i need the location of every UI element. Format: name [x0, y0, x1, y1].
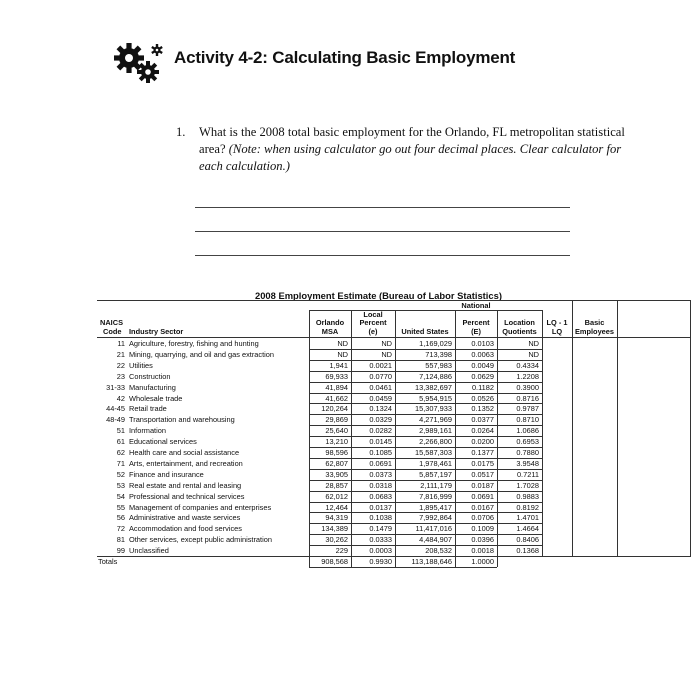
table-rule — [617, 300, 618, 556]
naics-code-cell: 11 — [117, 339, 125, 348]
national-percent-cell: 0.0691 — [471, 491, 494, 501]
orlando-msa-cell: 120,264 — [321, 404, 348, 414]
local-percent-cell: 0.1479 — [369, 524, 392, 534]
header-lq-minus-1: LQ - 1 — [546, 318, 568, 327]
employment-table — [97, 300, 691, 566]
totals-national-percent: 1.0000 — [471, 557, 494, 566]
naics-code-cell: 21 — [116, 349, 125, 359]
orlando-msa-cell: ND — [337, 339, 348, 348]
united-states-cell: 2,111,179 — [420, 480, 452, 490]
table-rule — [309, 310, 542, 311]
united-states-cell: 7,992,864 — [419, 513, 452, 523]
location-quotient-cell: 0.9787 — [516, 404, 539, 414]
table-rule — [309, 567, 497, 568]
industry-sector-cell: Accommodation and food services — [129, 524, 242, 534]
question-text-block — [199, 124, 644, 175]
local-percent-cell: 0.0145 — [369, 437, 392, 447]
united-states-cell: 7,816,999 — [419, 491, 452, 501]
orlando-msa-cell: 30,262 — [325, 535, 348, 545]
local-percent-cell: 0.0770 — [369, 371, 392, 381]
location-quotient-cell: 0.6953 — [516, 437, 539, 447]
naics-code-cell: 31-33 — [106, 382, 125, 392]
naics-code-cell: 61 — [116, 437, 125, 447]
national-percent-cell: 0.0706 — [471, 513, 494, 523]
united-states-cell: 15,307,933 — [415, 404, 452, 414]
united-states-cell: 4,484,907 — [419, 535, 452, 545]
united-states-cell: 13,382,697 — [415, 382, 452, 392]
page-title: Activity 4-2: Calculating Basic Employment — [174, 48, 516, 67]
location-quotient-cell: 1.0686 — [516, 426, 539, 436]
local-percent-cell: 0.0329 — [369, 415, 392, 425]
naics-code-cell: 52 — [116, 469, 125, 479]
orlando-msa-cell: 62,807 — [325, 458, 348, 468]
industry-sector-cell: Wholesale trade — [129, 393, 183, 403]
header-location: Location — [504, 318, 535, 327]
local-percent-cell: 0.1324 — [369, 404, 392, 414]
orlando-msa-cell: 12,464 — [325, 502, 348, 512]
orlando-msa-cell: 94,319 — [325, 513, 348, 523]
location-quotient-cell: ND — [528, 349, 539, 359]
header-local: Local — [363, 310, 383, 319]
header-quotients: Quotients — [502, 327, 537, 336]
naics-code-cell: 53 — [116, 480, 125, 490]
location-quotient-cell: 1.7028 — [516, 480, 539, 490]
industry-sector-cell: Educational services — [129, 437, 197, 447]
totals-msa: 908,568 — [321, 557, 348, 566]
united-states-cell: 713,398 — [425, 349, 452, 359]
national-percent-cell: 0.1009 — [471, 524, 494, 534]
industry-sector-cell: Professional and technical services — [129, 491, 245, 501]
location-quotient-cell: 3.9548 — [516, 458, 539, 468]
orlando-msa-cell: 229 — [335, 546, 348, 556]
local-percent-cell: 0.0373 — [369, 469, 392, 479]
totals-label: Totals — [98, 557, 118, 566]
orlando-msa-cell: 134,389 — [321, 524, 348, 534]
header-naics: NAICS — [100, 318, 123, 327]
header-code: Code — [103, 327, 122, 336]
local-percent-cell: 0.0683 — [369, 491, 392, 501]
location-quotient-cell: 1.4701 — [516, 513, 539, 523]
local-percent-cell: 0.0333 — [369, 535, 392, 545]
naics-code-cell: 42 — [116, 393, 125, 403]
united-states-cell: 557,983 — [425, 360, 452, 370]
naics-code-cell: 71 — [116, 458, 125, 468]
national-percent-cell: 0.0187 — [471, 480, 494, 490]
naics-code-cell: 22 — [116, 360, 125, 370]
national-percent-cell: 0.1352 — [471, 404, 494, 414]
national-percent-cell: 0.0049 — [471, 360, 494, 370]
table-rule — [97, 556, 691, 557]
header-local-percent: Percent — [359, 318, 387, 327]
answer-line[interactable] — [195, 207, 570, 208]
orlando-msa-cell: 25,640 — [325, 426, 348, 436]
united-states-cell: 2,266,800 — [419, 437, 452, 447]
local-percent-cell: 0.0459 — [369, 393, 392, 403]
naics-code-cell: 23 — [116, 371, 125, 381]
totals-united-states: 113,188,646 — [411, 557, 452, 566]
local-percent-cell: 0.0021 — [369, 360, 392, 370]
industry-sector-cell: Transportation and warehousing — [129, 415, 235, 425]
location-quotient-cell: ND — [528, 339, 539, 348]
location-quotient-cell: 0.8716 — [516, 393, 539, 403]
orlando-msa-cell: 29,869 — [325, 415, 348, 425]
united-states-cell: 208,532 — [425, 546, 452, 556]
totals-local-percent: 0.9930 — [369, 557, 392, 566]
national-percent-cell: 0.0175 — [471, 458, 494, 468]
question-number: 1. — [176, 125, 186, 139]
header-national-percent: Percent — [462, 318, 490, 327]
national-percent-cell: 0.0396 — [471, 535, 494, 545]
answer-line[interactable] — [195, 255, 570, 256]
local-percent-cell: 0.0282 — [369, 426, 392, 436]
industry-sector-cell: Information — [129, 426, 166, 436]
naics-code-cell: 44-45 — [106, 404, 125, 414]
industry-sector-cell: Other services, except public administration — [129, 535, 272, 545]
national-percent-cell: 0.0167 — [471, 502, 494, 512]
national-percent-cell: 0.0103 — [471, 339, 494, 348]
local-percent-cell: 0.1085 — [369, 448, 392, 457]
table-rule — [97, 337, 691, 338]
industry-sector-cell: Unclassified — [129, 546, 169, 556]
naics-code-cell: 56 — [116, 513, 125, 523]
united-states-cell: 7,124,886 — [419, 371, 452, 381]
question-note: (Note: when using calculator go out four decimal places. Clear calculator for each calculation.) — [199, 142, 622, 173]
local-percent-cell: 0.0003 — [369, 546, 392, 556]
naics-code-cell: 72 — [116, 524, 125, 534]
header-industry-sector: Industry Sector — [129, 327, 184, 336]
industry-sector-cell: Agriculture, forestry, fishing and hunting — [129, 339, 259, 348]
united-states-cell: 11,417,016 — [415, 524, 452, 534]
local-percent-cell: 0.0137 — [369, 502, 392, 512]
united-states-cell: 1,169,029 — [419, 339, 452, 348]
orlando-msa-cell: 41,662 — [325, 393, 348, 403]
united-states-cell: 15,587,303 — [415, 448, 452, 457]
orlando-msa-cell: 1,941 — [329, 360, 348, 370]
industry-sector-cell: Construction — [129, 371, 171, 381]
industry-sector-cell: Administrative and waste services — [129, 513, 241, 523]
orlando-msa-cell: ND — [337, 349, 348, 359]
national-percent-cell: 0.0629 — [471, 371, 494, 381]
united-states-cell: 2,989,161 — [419, 426, 452, 436]
orlando-msa-cell: 62,012 — [325, 491, 348, 501]
united-states-cell: 5,954,915 — [419, 393, 452, 403]
local-percent-cell: ND — [381, 349, 392, 359]
orlando-msa-cell: 69,933 — [325, 371, 348, 381]
industry-sector-cell: Health care and social assistance — [129, 448, 240, 457]
industry-sector-cell: Arts, entertainment, and recreation — [129, 458, 243, 468]
location-quotient-cell: 0.8710 — [516, 415, 539, 425]
national-percent-cell: 0.1182 — [471, 382, 494, 392]
industry-sector-cell: Mining, quarrying, and oil and gas extraction — [129, 349, 275, 359]
location-quotient-cell: 0.7880 — [516, 448, 539, 457]
orlando-msa-cell: 33,905 — [325, 469, 348, 479]
answer-line[interactable] — [195, 231, 570, 232]
local-percent-cell: ND — [381, 339, 392, 348]
naics-code-cell: 81 — [116, 535, 125, 545]
naics-code-cell: 55 — [116, 502, 125, 512]
industry-sector-cell: Real estate and rental and leasing — [129, 480, 242, 490]
national-percent-cell: 0.0377 — [471, 415, 494, 425]
naics-code-cell: 48-49 — [106, 415, 125, 425]
header-msa: MSA — [321, 327, 339, 336]
table-rule — [572, 300, 573, 556]
question-text: What is the 2008 total basic employment for the Orlando, FL metropolitan statistical area? — [199, 125, 625, 156]
local-percent-cell: 0.1038 — [369, 513, 392, 523]
location-quotient-cell: 1.2208 — [516, 371, 539, 381]
header-employees: Employees — [574, 327, 615, 336]
united-states-cell: 1,978,461 — [419, 458, 452, 468]
gears-icon — [112, 41, 164, 85]
local-percent-cell: 0.0461 — [369, 382, 392, 392]
location-quotient-cell: 0.3900 — [516, 382, 539, 392]
header-basic: Basic — [584, 318, 605, 327]
location-quotient-cell: 0.9883 — [516, 491, 539, 501]
naics-code-cell: 54 — [116, 491, 125, 501]
united-states-cell: 4,271,969 — [419, 415, 452, 425]
united-states-cell: 1,895,417 — [419, 502, 452, 512]
location-quotient-cell: 0.8406 — [516, 535, 539, 545]
table-rule — [690, 300, 691, 556]
national-percent-cell: 0.0264 — [471, 426, 494, 436]
industry-sector-cell: Retail trade — [129, 404, 167, 414]
industry-sector-cell: Utilities — [129, 360, 153, 370]
naics-code-cell: 62 — [116, 448, 125, 457]
orlando-msa-cell: 98,596 — [325, 448, 348, 457]
national-percent-cell: 0.0526 — [471, 393, 494, 403]
location-quotient-cell: 0.7211 — [516, 469, 539, 479]
header-national: National — [461, 301, 491, 310]
location-quotient-cell: 0.8192 — [516, 502, 539, 512]
orlando-msa-cell: 28,857 — [325, 480, 348, 490]
location-quotient-cell: 0.1368 — [516, 546, 539, 556]
header-lq: LQ — [551, 327, 563, 336]
industry-sector-cell: Finance and insurance — [129, 469, 204, 479]
table-rule — [97, 300, 691, 301]
local-percent-cell: 0.0691 — [369, 458, 392, 468]
location-quotient-cell: 1.4664 — [516, 524, 539, 534]
header-national-e: (E) — [471, 327, 481, 336]
united-states-cell: 5,857,197 — [419, 469, 452, 479]
national-percent-cell: 0.0063 — [471, 349, 494, 359]
national-percent-cell: 0.0018 — [471, 546, 494, 556]
header-orlando: Orlando — [315, 318, 345, 327]
industry-sector-cell: Management of companies and enterprises — [129, 502, 272, 512]
naics-code-cell: 51 — [116, 426, 125, 436]
location-quotient-cell: 0.4334 — [516, 360, 539, 370]
industry-sector-cell: Manufacturing — [129, 382, 176, 392]
header-local-e: (e) — [368, 327, 378, 336]
orlando-msa-cell: 13,210 — [325, 437, 348, 447]
national-percent-cell: 0.0200 — [471, 437, 494, 447]
orlando-msa-cell: 41,894 — [325, 382, 348, 392]
header-united-states: United States — [401, 327, 449, 336]
table-rule — [542, 310, 543, 556]
table-caption: 2008 Employment Estimate (Bureau of Labor Statistics) — [255, 290, 502, 301]
naics-code-cell: 99 — [116, 546, 125, 556]
local-percent-cell: 0.0318 — [369, 480, 392, 490]
national-percent-cell: 0.0517 — [471, 469, 494, 479]
national-percent-cell: 0.1377 — [471, 448, 494, 457]
